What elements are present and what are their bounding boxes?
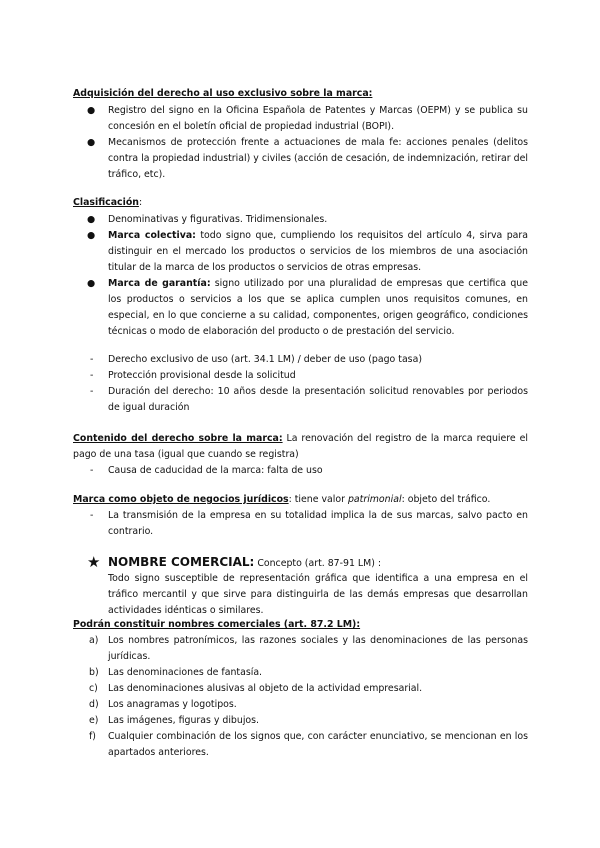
letter-marker: d) bbox=[89, 699, 99, 710]
lettered-item: Cualquier combinación de los signos que, con carácter enunciativo, se mencionan en los apartados anteriores. bbox=[108, 731, 528, 758]
list-item: Denominativas y figurativas. Tridimensionales. bbox=[108, 214, 328, 225]
dash: - bbox=[90, 510, 94, 521]
dash: - bbox=[90, 354, 94, 365]
bullet: ● bbox=[87, 214, 96, 225]
list-item: Registro del signo en la Oficina Española de Patentes y Marcas (OEPM) y se publica su concesión en el boletín oficial de propiedad industrial (BOPI). bbox=[108, 105, 528, 132]
letter-marker: b) bbox=[89, 667, 99, 678]
paragraph-negocios bbox=[73, 492, 528, 508]
concept-ref: Concepto (art. 87-91 LM) : bbox=[254, 558, 382, 569]
term: Marca de garantía: bbox=[108, 278, 211, 289]
heading-text: Clasificación bbox=[73, 197, 139, 208]
letter-marker: c) bbox=[89, 683, 98, 694]
letter-marker: f) bbox=[89, 731, 96, 742]
text: : tiene valor bbox=[288, 494, 348, 505]
list-item-marca-colectiva bbox=[108, 228, 528, 276]
paragraph-contenido bbox=[73, 431, 528, 463]
paragraph-text: La renovación del registro de la marca requiere el pago de una tasa (igual que cuando se registra) bbox=[73, 433, 528, 460]
list-item-marca-garantia bbox=[108, 276, 528, 340]
term: Marca colectiva: bbox=[108, 230, 196, 241]
heading-adquisicion: Adquisición del derecho al uso exclusivo sobre la marca: bbox=[73, 88, 373, 99]
bullet: ● bbox=[87, 105, 96, 116]
lettered-item: Los anagramas y logotipos. bbox=[108, 699, 237, 710]
list-item: Mecanismos de protección frente a actuaciones de mala fe: acciones penales (delitos contra la propiedad industrial) y civiles (acción de cesación, de indemnización, retirar del tráfico, etc). bbox=[108, 137, 528, 180]
bullet: ● bbox=[87, 278, 96, 289]
bullet: ● bbox=[87, 230, 96, 241]
dash-item: Causa de caducidad de la marca: falta de uso bbox=[108, 465, 323, 476]
dash: - bbox=[90, 465, 94, 476]
heading-contenido: Contenido del derecho sobre la marca: bbox=[73, 433, 283, 444]
dash: - bbox=[90, 386, 94, 397]
section-title: NOMBRE COMERCIAL: bbox=[108, 555, 255, 569]
nombre-comercial-definition: Todo signo susceptible de representación gráfica que identifica a una empresa en el tráfico mercantil y que sirve para distinguirla de las demás empresas que desarrollan actividades idénticas o similares. bbox=[108, 573, 528, 616]
heading-negocios: Marca como objeto de negocios jurídicos bbox=[73, 494, 289, 505]
bullet: ● bbox=[87, 137, 96, 148]
dash-item: Protección provisional desde la solicitud bbox=[108, 370, 296, 381]
star-icon: ★ bbox=[87, 553, 101, 571]
dash: - bbox=[90, 370, 94, 381]
dash-item: Derecho exclusivo de uso (art. 34.1 LM) / deber de uso (pago tasa) bbox=[108, 354, 422, 365]
letter-marker: a) bbox=[89, 635, 99, 646]
lettered-item: Las denominaciones de fantasía. bbox=[108, 667, 263, 678]
lettered-item: Los nombres patronímicos, las razones sociales y las denominaciones de las personas jurídicas. bbox=[108, 635, 528, 662]
letter-marker: e) bbox=[89, 715, 99, 726]
italic-text: patrimonial bbox=[347, 494, 402, 505]
dash-item: Duración del derecho: 10 años desde la presentación solicitud renovables por periodos de igual duración bbox=[108, 386, 528, 413]
text: : objeto del tráfico. bbox=[401, 494, 491, 505]
dash-item: La transmisión de la empresa en su totalidad implica la de sus marcas, salvo pacto en contrario. bbox=[108, 510, 528, 537]
nombre-comercial-title bbox=[108, 553, 528, 573]
definition: todo signo que, cumpliendo los requisitos del artículo 4, sirva para distinguir en el mercado los productos o servicios de los miembros de una asociación titular de la marca de los productos o servicios de otras empresas. bbox=[108, 230, 528, 273]
heading-clasificacion bbox=[73, 195, 528, 211]
definition: signo utilizado por una pluralidad de empresas que certifica que los productos o servicios a los que se aplica cumplen unos requisitos comunes, en especial, en lo que concierne a su calidad, componentes, origen geográfico, condiciones técnicas o modo de elaboración del producto o de prestación del servicio. bbox=[108, 278, 528, 337]
lettered-item: Las imágenes, figuras y dibujos. bbox=[108, 715, 260, 726]
heading-colon: : bbox=[138, 197, 143, 208]
lettered-item: Las denominaciones alusivas al objeto de la actividad empresarial. bbox=[108, 683, 423, 694]
heading-podran: Podrán constituir nombres comerciales (art. 87.2 LM): bbox=[73, 619, 361, 630]
